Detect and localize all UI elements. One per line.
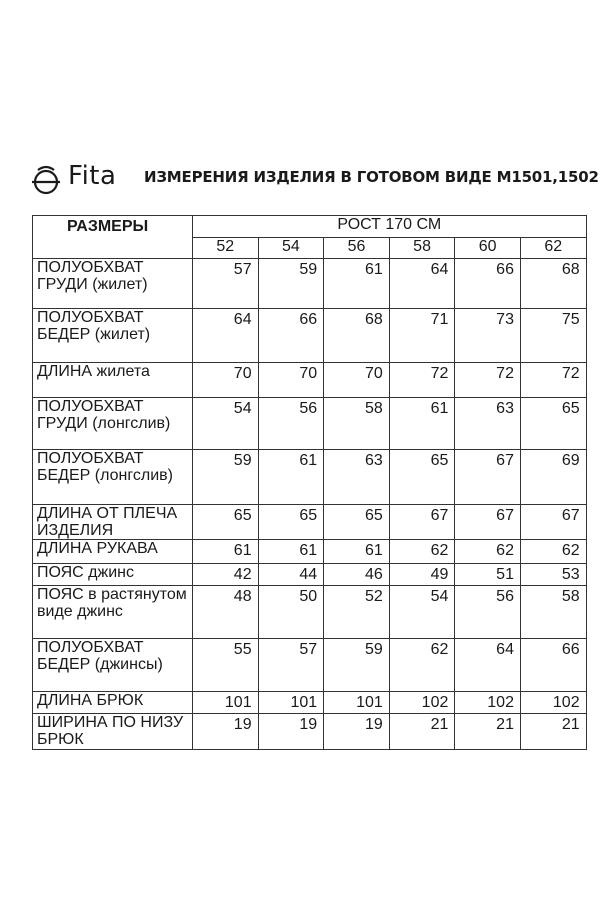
table-row [33, 363, 587, 398]
row-label: ДЛИНА БРЮК [33, 692, 193, 714]
brand-name: Fita [68, 161, 117, 191]
table-cell: 61 [389, 398, 455, 450]
table-cell: 61 [193, 540, 259, 564]
table-cell: 52 [324, 586, 390, 639]
table-cell: 59 [258, 259, 324, 309]
table-cell: 69 [520, 450, 586, 505]
table-cell: 58 [520, 586, 586, 639]
row-label: ПОЛУОБХВАТ БЕДЕР (лонгслив) [33, 450, 193, 505]
table-cell: 70 [324, 363, 390, 398]
row-label: ПОЛУОБХВАТ БЕДЕР (джинсы) [33, 639, 193, 692]
table-cell: 71 [389, 309, 455, 363]
table-cell: 56 [258, 398, 324, 450]
row-label: ПОЛУОБХВАТ ГРУДИ (жилет) [33, 259, 193, 309]
table-cell: 66 [455, 259, 521, 309]
table-cell: 62 [389, 540, 455, 564]
table-cell: 102 [520, 692, 586, 714]
table-cell: 67 [455, 505, 521, 540]
row-label: ДЛИНА жилета [33, 363, 193, 398]
table-cell: 19 [258, 714, 324, 750]
table-cell: 65 [324, 505, 390, 540]
table-cell: 72 [389, 363, 455, 398]
table-cell: 44 [258, 564, 324, 586]
row-label: ШИРИНА ПО НИЗУ БРЮК [33, 714, 193, 750]
table-row [33, 639, 587, 692]
table-cell: 66 [258, 309, 324, 363]
table-cell: 70 [258, 363, 324, 398]
row-label: ПОЛУОБХВАТ ГРУДИ (лонгслив) [33, 398, 193, 450]
table-cell: 48 [193, 586, 259, 639]
table-cell: 67 [389, 505, 455, 540]
table-cell: 61 [258, 450, 324, 505]
table-row [33, 309, 587, 363]
table-cell: 49 [389, 564, 455, 586]
table-cell: 66 [520, 639, 586, 692]
table-cell: 67 [520, 505, 586, 540]
table-row [33, 505, 587, 540]
table-cell: 102 [455, 692, 521, 714]
table-row [33, 450, 587, 505]
table-cell: 51 [455, 564, 521, 586]
table-cell: 19 [193, 714, 259, 750]
table-cell: 42 [193, 564, 259, 586]
table-cell: 62 [389, 639, 455, 692]
table-row [33, 540, 587, 564]
table-cell: 59 [193, 450, 259, 505]
table-cell: 62 [520, 540, 586, 564]
size-chart-table [32, 215, 587, 750]
table-cell: 61 [258, 540, 324, 564]
row-label: ДЛИНА РУКАВА [33, 540, 193, 564]
table-cell: 21 [520, 714, 586, 750]
table-cell: 101 [324, 692, 390, 714]
table-cell: 64 [455, 639, 521, 692]
table-row [33, 692, 587, 714]
table-cell: 65 [520, 398, 586, 450]
table-cell: 65 [193, 505, 259, 540]
document-title: ИЗМЕРЕНИЯ ИЗДЕЛИЯ В ГОТОВОМ ВИДЕ М1501,1502 [144, 168, 599, 186]
table-cell: 59 [324, 639, 390, 692]
table-row [33, 586, 587, 639]
table-cell: 19 [324, 714, 390, 750]
table-cell: 54 [389, 586, 455, 639]
table-cell: 72 [455, 363, 521, 398]
table-row [33, 259, 587, 309]
table-cell: 57 [258, 639, 324, 692]
table-cell: 50 [258, 586, 324, 639]
table-cell: 53 [520, 564, 586, 586]
table-cell: 58 [324, 398, 390, 450]
table-cell: 75 [520, 309, 586, 363]
table-cell: 63 [324, 450, 390, 505]
row-label: ДЛИНА ОТ ПЛЕЧА ИЗДЕЛИЯ [33, 505, 193, 540]
table-cell: 101 [193, 692, 259, 714]
table-cell: 63 [455, 398, 521, 450]
table-row [33, 398, 587, 450]
size-header: 62 [520, 238, 586, 259]
table-cell: 56 [455, 586, 521, 639]
table-cell: 46 [324, 564, 390, 586]
size-header: 54 [258, 238, 324, 259]
table-row [33, 564, 587, 586]
table-cell: 67 [455, 450, 521, 505]
table-cell: 54 [193, 398, 259, 450]
table-cell: 101 [258, 692, 324, 714]
table-cell: 64 [389, 259, 455, 309]
row-label: ПОЛУОБХВАТ БЕДЕР (жилет) [33, 309, 193, 363]
size-header: 60 [455, 238, 521, 259]
table-cell: 21 [455, 714, 521, 750]
table-cell: 70 [193, 363, 259, 398]
table-cell: 68 [520, 259, 586, 309]
table-cell: 68 [324, 309, 390, 363]
table-cell: 61 [324, 259, 390, 309]
size-header: 58 [389, 238, 455, 259]
table-header-row [33, 216, 587, 238]
table-cell: 64 [193, 309, 259, 363]
table-cell: 65 [389, 450, 455, 505]
table-cell: 62 [455, 540, 521, 564]
document-header [32, 160, 599, 200]
size-header: 52 [193, 238, 259, 259]
table-cell: 57 [193, 259, 259, 309]
table-cell: 21 [389, 714, 455, 750]
table-cell: 61 [324, 540, 390, 564]
row-label: ПОЯС джинс [33, 564, 193, 586]
row-label: ПОЯС в растянутом виде джинс [33, 586, 193, 639]
table-row [33, 714, 587, 750]
height-group-header: РОСТ 170 СМ [193, 216, 587, 238]
table-cell: 55 [193, 639, 259, 692]
sizes-header: РАЗМЕРЫ [33, 216, 193, 259]
table-cell: 65 [258, 505, 324, 540]
table-cell: 73 [455, 309, 521, 363]
table-cell: 102 [389, 692, 455, 714]
size-header: 56 [324, 238, 390, 259]
table-cell: 72 [520, 363, 586, 398]
